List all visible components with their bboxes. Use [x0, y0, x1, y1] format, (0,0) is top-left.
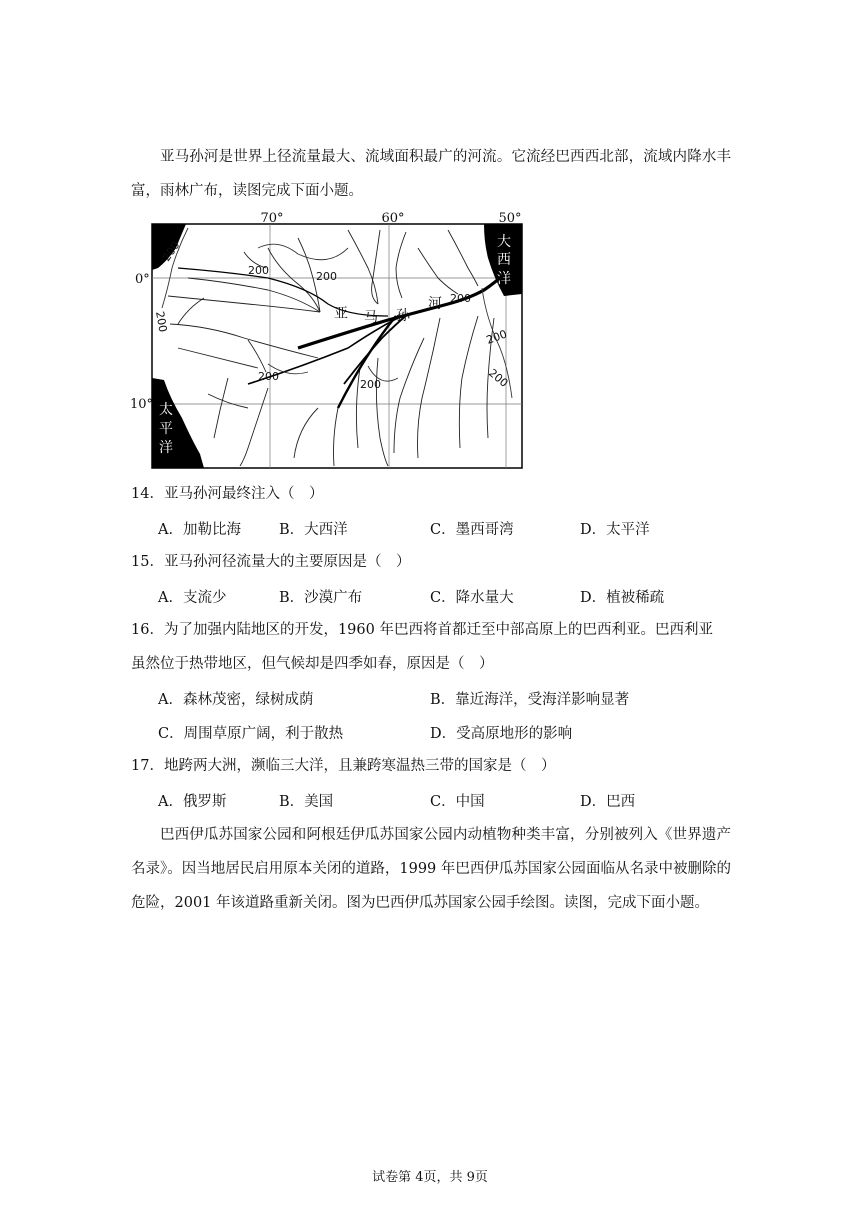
svg-text:200: 200 [316, 270, 337, 283]
q15-option-d[interactable]: D．植被稀疏 [580, 590, 665, 606]
question-14-stem: 14．亚马孙河最终注入（ ） [131, 486, 324, 502]
svg-text:200: 200 [486, 366, 511, 390]
svg-text:太: 太 [159, 402, 173, 418]
svg-text:大: 大 [497, 234, 511, 250]
svg-text:河: 河 [428, 296, 442, 312]
svg-text:孙: 孙 [396, 308, 410, 324]
question-17-stem: 17．地跨两大洲，濒临三大洋，且兼跨寒温热三带的国家是（ ） [131, 758, 556, 774]
q16-option-c[interactable]: C．周围草原广阔，利于散热 [158, 726, 344, 742]
q17-option-b[interactable]: B．美国 [279, 794, 334, 810]
svg-text:70°: 70° [260, 211, 284, 226]
q15-option-a[interactable]: A．支流少 [158, 590, 227, 606]
q17-option-c[interactable]: C．中国 [430, 794, 485, 810]
svg-text:200: 200 [360, 378, 381, 391]
map-frame [152, 224, 522, 468]
q16-option-b[interactable]: B．靠近海洋，受海洋影响显著 [430, 692, 630, 708]
q15-option-c[interactable]: C．降水量大 [430, 590, 514, 606]
q17-option-d[interactable]: D．巴西 [580, 794, 636, 810]
intro-paragraph-1: 亚马孙河是世界上径流量最大、流域面积最广的河流。它流经巴西西北部，流域内降水丰富，雨林广布，读图完成下面小题。 [131, 149, 731, 199]
question-16-stem-line1: 16．为了加强内陆地区的开发，1960 年巴西将首都迁至中部高原上的巴西利亚。巴西利亚 [131, 622, 713, 638]
svg-text:200: 200 [159, 239, 183, 264]
q16-option-d[interactable]: D．受高原地形的影响 [430, 726, 573, 742]
svg-text:亚: 亚 [334, 306, 348, 322]
q14-option-b[interactable]: B．大西洋 [279, 522, 348, 538]
svg-text:平: 平 [159, 421, 173, 437]
svg-text:200: 200 [248, 264, 269, 277]
svg-text:200: 200 [153, 310, 170, 334]
svg-text:200: 200 [484, 327, 509, 347]
svg-text:洋: 洋 [497, 271, 511, 287]
svg-text:50°: 50° [498, 211, 522, 226]
lat-label-0: 0° [135, 272, 150, 287]
svg-text:60°: 60° [381, 211, 405, 226]
lat-label-10: 10° [130, 397, 154, 412]
svg-text:200: 200 [258, 370, 279, 383]
q17-option-a[interactable]: A．俄罗斯 [158, 794, 227, 810]
q16-option-a[interactable]: A．森林茂密，绿树成荫 [158, 692, 314, 708]
svg-text:马: 马 [364, 310, 378, 326]
svg-text:洋: 洋 [159, 440, 173, 456]
intro-paragraph-2: 巴西伊瓜苏国家公园和阿根廷伊瓜苏国家公园内动植物种类丰富，分别被列入《世界遗产名录》。因当地居民启用原本关闭的道路，1999 年巴西伊瓜苏国家公园面临从名录中被删除的危险，2001 年该道路重新关闭。图为巴西伊瓜苏国家公园手绘图。读图，完成下面小题。 [131, 827, 731, 911]
question-16-stem-line2: 虽然位于热带地区，但气候却是四季如春，原因是（ ） [131, 656, 494, 672]
page-footer: 试卷第 4页，共 9页 [372, 1170, 488, 1185]
q14-option-a[interactable]: A．加勒比海 [158, 522, 241, 538]
svg-text:西: 西 [497, 252, 511, 268]
amazon-map [148, 208, 526, 471]
pacific-label [159, 401, 173, 456]
question-15-stem: 15．亚马孙河径流量大的主要原因是（ ） [131, 554, 411, 570]
svg-text:200: 200 [450, 292, 471, 305]
q15-option-b[interactable]: B．沙漠广布 [279, 590, 363, 606]
q14-option-c[interactable]: C．墨西哥湾 [430, 522, 514, 538]
q14-option-d[interactable]: D．太平洋 [580, 522, 650, 538]
